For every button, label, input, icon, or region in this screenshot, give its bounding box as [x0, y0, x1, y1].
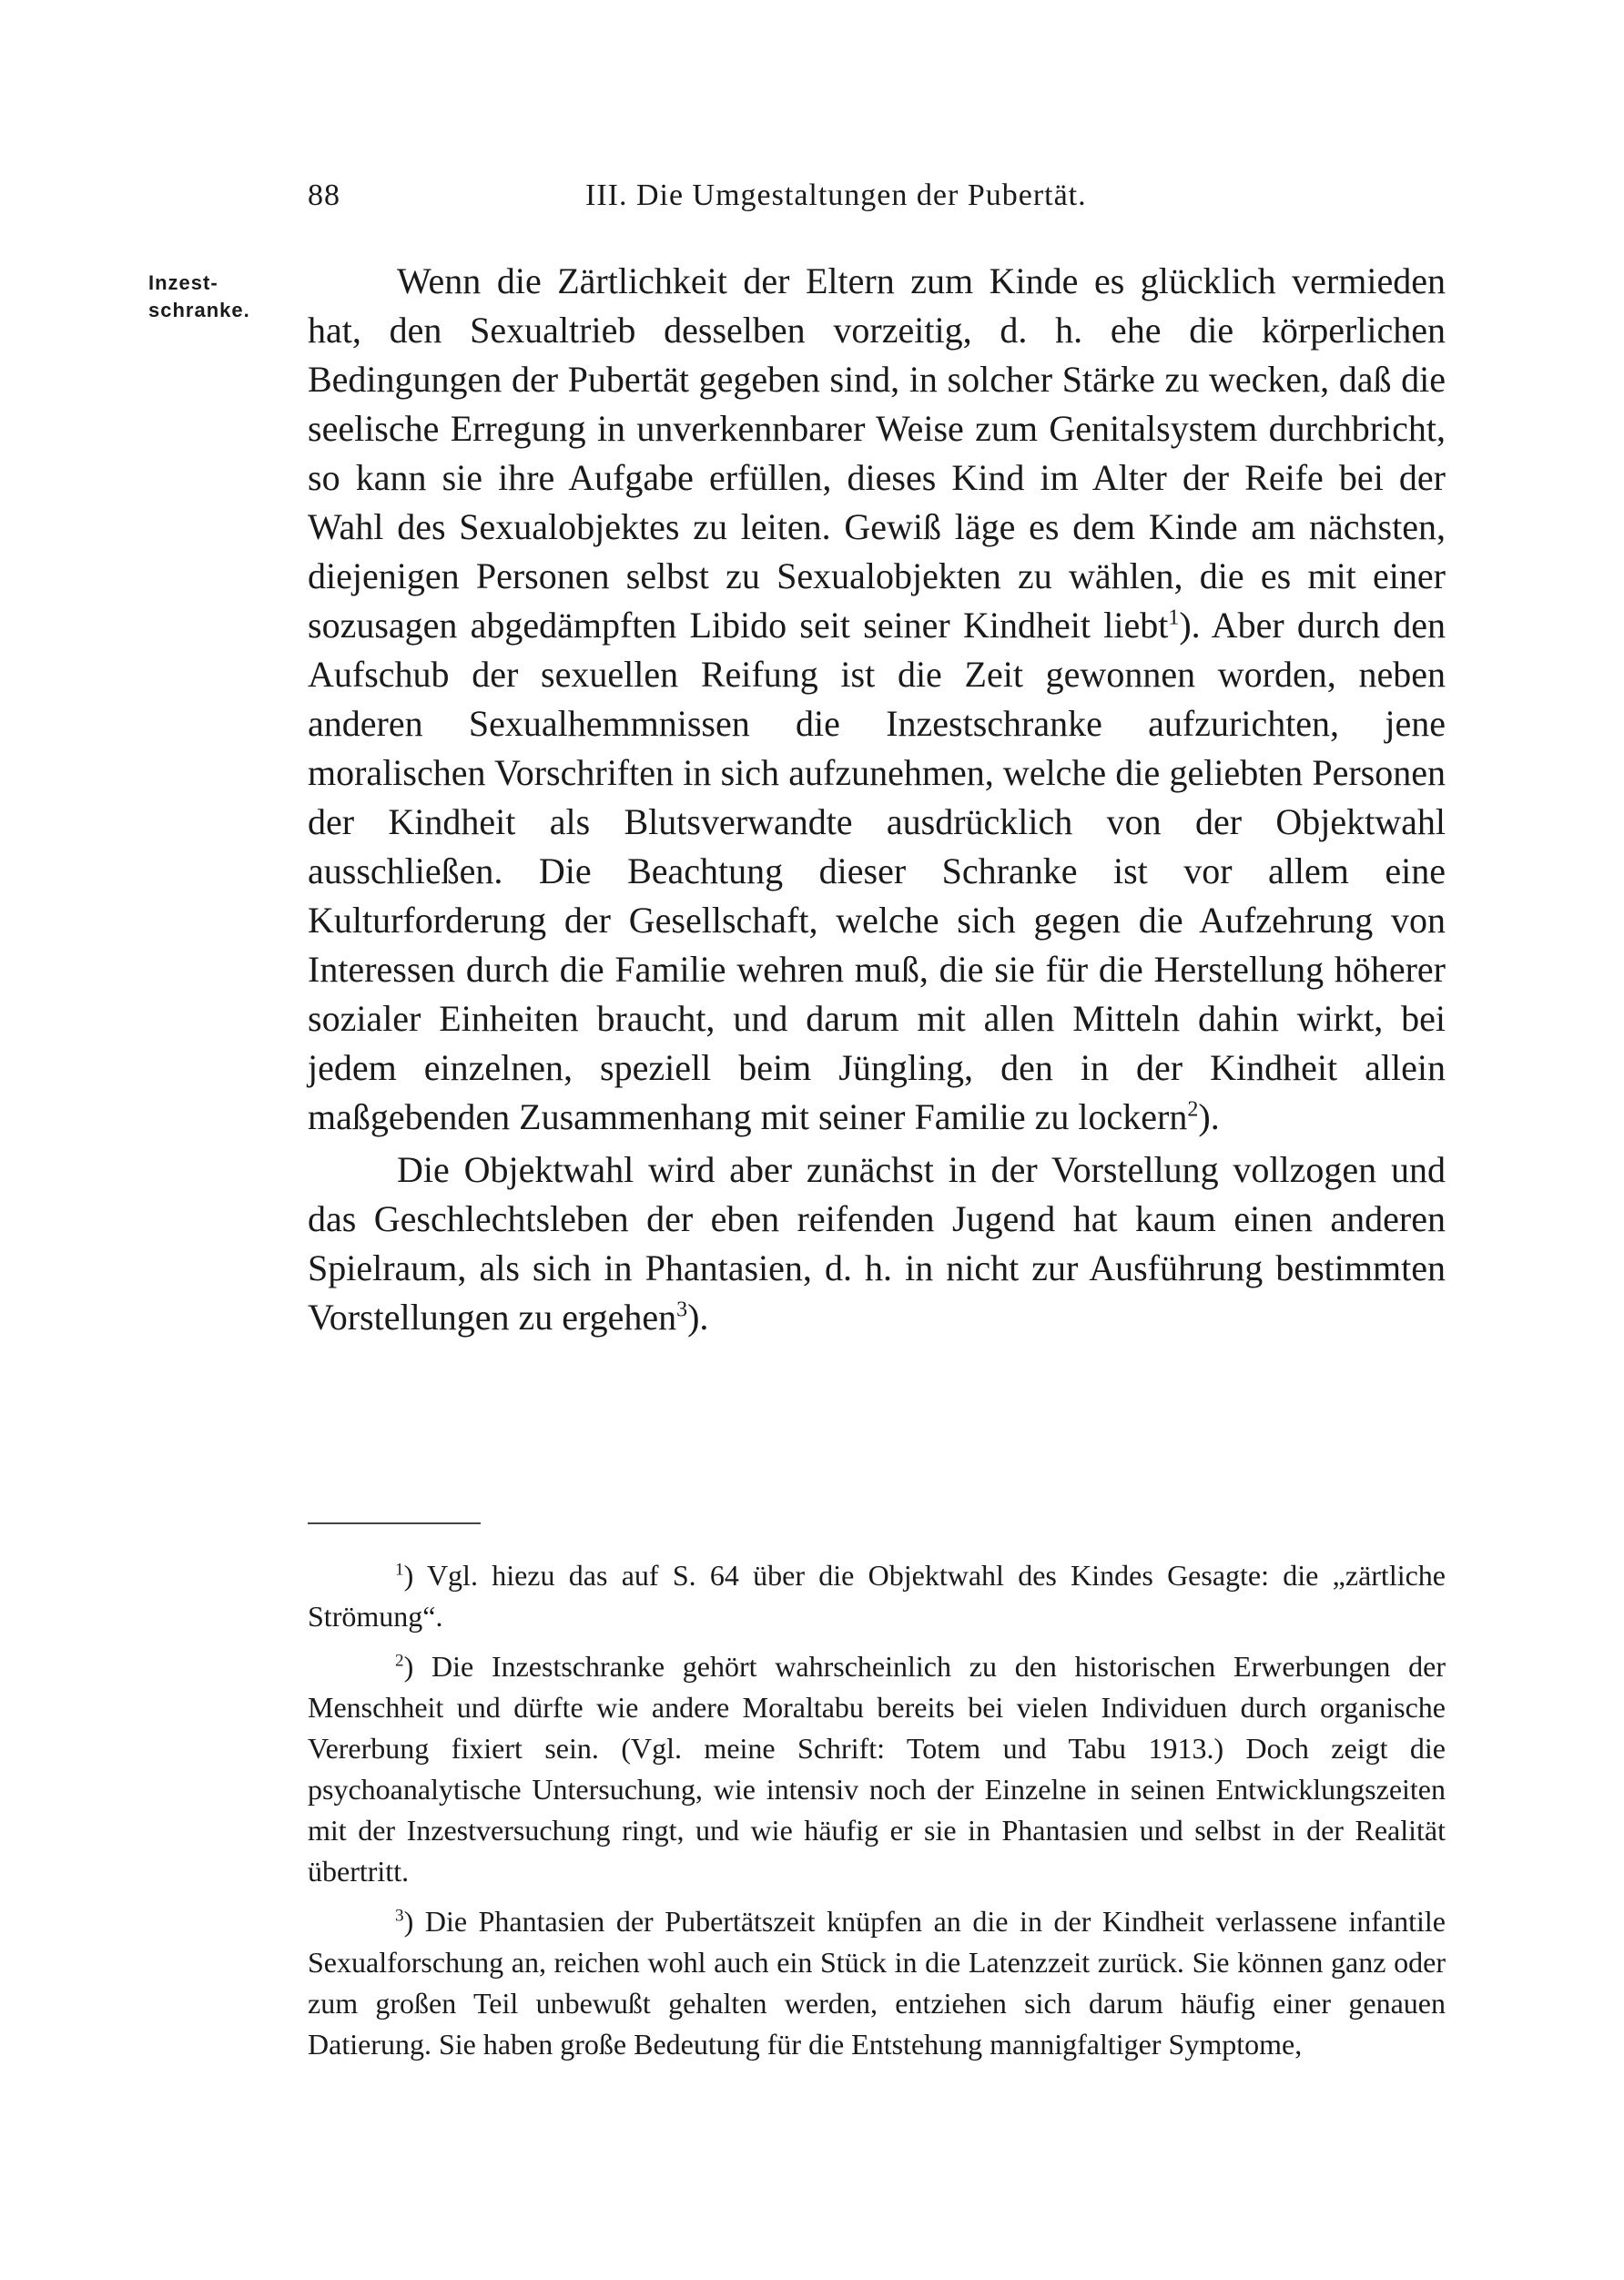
paragraph-text: Die Objektwahl wird aber zunächst in der Vorstellung vollzogen und das Geschlechtsleben der eben reifenden Jugend hat kaum einen anderen Spielraum, als sich in Phantasien, d. h. in nicht zur Ausführung bestimmten Vorstellungen zu ergehen: [308, 1149, 1446, 1338]
body-paragraph-2: [308, 1145, 1446, 1342]
page-number: 88: [308, 178, 340, 212]
footnote-text: ) Die Phantasien der Pubertätszeit knüpfen an die in der Kindheit verlassene infantile Sexualforschung an, reichen wohl auch ein Stück in die Latenzzeit zurück. Sie können ganz oder zum großen Teil unbewußt gehalten werden, entziehen sich darum häufig einer genauen Datierung. Sie haben große Bedeutung für die Entstehung mannigfaltiger Symptome,: [308, 1905, 1446, 2061]
footnotes: [308, 1555, 1446, 2074]
footnote-separator: [308, 1522, 481, 1524]
footnote-3: [308, 1901, 1446, 2065]
page-header: [308, 178, 1163, 220]
margin-note-line-2: schranke.: [148, 299, 250, 321]
footnote-reference-1: 1: [1168, 606, 1180, 630]
footnote-1: [308, 1555, 1446, 1637]
footnote-marker: 2: [395, 1651, 404, 1671]
body-paragraph-1: [308, 257, 1446, 1142]
footnote-marker: 3: [395, 1906, 404, 1926]
footnote-reference-3: 3: [676, 1298, 688, 1322]
footnote-2: [308, 1646, 1446, 1892]
footnote-text: ) Die Inzestschranke gehört wahrscheinlich zu den historischen Erwerbungen der Menschheit und dürfte wie andere Moraltabu bereits bei vielen Individuen durch organische Vererbung fixiert sein. (Vgl. meine Schrift: Totem und Tabu 1913.) Doch zeigt die psychoanalytische Untersuchung, wie intensiv noch der Einzelne in seinen Entwicklungszeiten mit der Inzestversuchung ringt, und wie häufig er sie in Phantasien und selbst in der Realität übertritt.: [308, 1650, 1446, 1888]
footnote-reference-2: 2: [1187, 1097, 1199, 1122]
paragraph-text-end: ).: [687, 1297, 709, 1338]
paragraph-text-end: ).: [1198, 1096, 1220, 1137]
footnote-marker: 1: [395, 1560, 404, 1580]
paragraph-text: Wenn die Zärtlichkeit der Eltern zum Kinde es glücklich vermieden hat, den Sexualtrieb desselben vorzeitig, d. h. ehe die körperlichen Bedingungen der Pubertät gegeben sind, in solcher Stärke zu wecken, daß die seelische Erregung in unverkennbarer Weise zum Genitalsystem durchbricht, so kann sie ihre Aufgabe erfüllen, dieses Kind im Alter der Reife bei der Wahl des Sexualobjektes zu leiten. Gewiß läge es dem Kinde am nächsten, diejenigen Personen selbst zu Sexualobjekten zu wählen, die es mit einer sozusagen abgedämpften Libido seit seiner Kindheit liebt: [308, 260, 1446, 646]
footnote-text: ) Vgl. hiezu das auf S. 64 über die Objektwahl des Kindes Gesagte: die „zärtliche Strömung“.: [308, 1559, 1446, 1633]
paragraph-text-continued: ). Aber durch den Aufschub der sexuellen Reifung ist die Zeit gewonnen worden, neben anderen Sexualhemmnissen die Inzestschranke aufzurichten, jene moralischen Vorschriften in sich aufzunehmen, welche die geliebten Personen der Kindheit als Blutsverwandte ausdrücklich von der Objektwahl ausschließen. Die Beachtung dieser Schranke ist vor allem eine Kulturforderung der Gesellschaft, welche sich gegen die Aufzehrung von Interessen durch die Familie wehren muß, die sie für die Herstellung höherer sozialer Einheiten braucht, und darum mit allen Mitteln dahin wirkt, bei jedem einzelnen, speziell beim Jüngling, den in der Kindheit allein maßgebenden Zusammenhang mit seiner Familie zu lockern: [308, 605, 1446, 1137]
running-title: III. Die Umgestaltungen der Pubertät.: [585, 178, 1087, 212]
margin-note: [148, 270, 250, 324]
margin-note-line-1: Inzest-: [148, 271, 218, 294]
main-text: [308, 257, 1446, 1342]
